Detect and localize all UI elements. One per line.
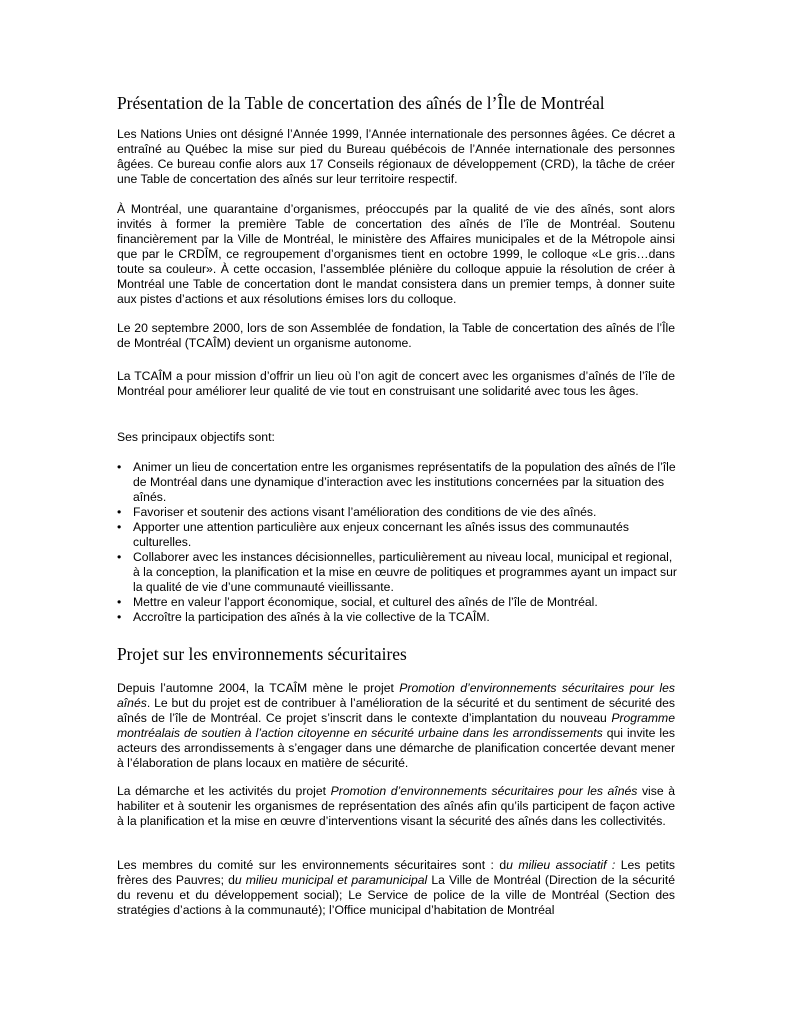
objective-text: Mettre en valeur l’apport économique, social, et culturel des aînés de l’île de Montréal.: [133, 595, 598, 609]
paragraph-assemblee-fondation: Le 20 septembre 2000, lors de son Assemblée de fondation, la Table de concertation des aînés de l’Île de Montréal (TCAÎM) devient un organisme autonome.: [117, 321, 675, 350]
bullet-icon: •: [117, 595, 122, 609]
text-run: Les petits frères des Pauvres; d: [117, 858, 675, 887]
bullet-icon: •: [117, 505, 122, 519]
paragraph-montreal-organismes: À Montréal, une quarantaine d’organismes, préoccupés par la qualité de vie des aînés, sont alors invités à former la première Table de concertation des aînés de l’île de Montréal. Soutenu financièrement par la Ville de Montréal, le ministère des Affaires municipales et de la Métropole ainsi que par le CRDÎM, ce regroupement d’organismes tient en octobre 1999, le colloque «Le gris…dans toute sa couleur». À cette occasion, l’assemblée plénière du colloque appuie la résolution de créer à Montréal une Table de concertation dont le mandat consistera dans un premier temps, à donner suite aux pistes d’actions et aux résolutions émises lors du colloque.: [117, 202, 675, 306]
project-name-italic: Promotion d’environnements sécuritaires pour les aînés: [330, 784, 638, 798]
bullet-icon: •: [117, 550, 122, 564]
text-run: qui invite les acteurs des arrondissements à s’engager dans une démarche de planification concertée devant mener à l’élaboration de plans locaux en matière de sécurité.: [117, 726, 675, 770]
list-item: [117, 505, 677, 520]
paragraph-nations-unies: Les Nations Unies ont désigné l’Année 1999, l’Année internationale des personnes âgées. Ce décret a entraîné au Québec la mise sur pied du Bureau québécois de l’Année internationale des personnes âgées. Ce bureau confie alors aux 17 Conseils régionaux de développement (CRD), la tâche de créer une Table de concertation des aînés sur leur territoire respectif.: [117, 127, 675, 186]
text-run: Les membres du comité sur les environnements sécuritaires sont : d: [117, 858, 507, 872]
list-item: [117, 595, 677, 610]
bullet-icon: •: [117, 610, 122, 624]
text-run: La Ville de Montréal (Direction de la sécurité du revenu et du développement social); Le Service de police de la ville de Montréal (Section des stratégies d’actions à la communauté); l’Office municipal d’habitation de Montréal: [117, 873, 675, 917]
text-run: La démarche et les activités du projet: [117, 784, 331, 798]
milieu-associatif-italic: u milieu associatif :: [506, 858, 616, 872]
section-title-presentation: Présentation de la Table de concertation des aînés de l’Île de Montréal: [117, 93, 605, 113]
objective-text: Favoriser et soutenir des actions visant l’amélioration des conditions de vie des aînés.: [133, 505, 597, 519]
text-run: vise à habiliter et à soutenir les organismes de représentation des aînés afin qu’ils participent de façon active à la planification et la mise en œuvre d’interventions visant la sécurité des aînés dans les collectivités.: [117, 784, 675, 828]
objectives-list: [117, 460, 677, 625]
list-item: [117, 520, 677, 550]
paragraph-projet-description: [117, 681, 675, 771]
project-name-italic: Promotion d’environnements sécuritaires pour les aînés: [117, 681, 675, 710]
objective-text: Apporter une attention particulière aux enjeux concernant les aînés issus des communautés culturelles.: [133, 520, 629, 549]
paragraph-demarche: [117, 784, 675, 829]
objective-text: Accroître la participation des aînés à la vie collective de la TCAÎM.: [133, 610, 490, 624]
bullet-icon: •: [117, 520, 122, 534]
paragraph-objectifs-intro: Ses principaux objectifs sont:: [117, 430, 275, 444]
list-item: [117, 610, 677, 625]
list-item: [117, 550, 677, 595]
bullet-icon: •: [117, 460, 122, 474]
list-item: [117, 460, 677, 505]
section-title-projet: Projet sur les environnements sécuritaires: [117, 644, 407, 664]
objective-text: Collaborer avec les instances décisionnelles, particulièrement au niveau local, municipal et regional, à la conception, la planification et la mise en œuvre de politiques et programmes ayant un impact sur la qualité de vie d’une communauté vieillissante.: [133, 550, 677, 594]
paragraph-mission: La TCAÎM a pour mission d’offrir un lieu où l’on agit de concert avec les organismes d’aînés de l’île de Montréal pour améliorer leur qualité de vie tout en construisant une solidarité avec tous les âges.: [117, 369, 675, 398]
objective-text: Animer un lieu de concertation entre les organismes représentatifs de la population des aînés de l’île de Montréal dans une dynamique d’interaction avec les institutions concernées par la situation des aînés.: [133, 460, 676, 504]
program-name-italic: Programme montréalais de soutien à l’action citoyenne en sécurité urbaine dans les arrondissements: [117, 711, 675, 740]
milieu-municipal-italic: u milieu municipal et paramunicipal: [234, 873, 428, 887]
text-run: . Le but du projet est de contribuer à l’amélioration de la sécurité et du sentiment de sécurité des aînés de l’île de Montréal. Ce projet s’inscrit dans le contexte d’implantation du nouveau: [117, 696, 675, 725]
text-run: Depuis l’automne 2004, la TCAÎM mène le projet: [117, 681, 400, 695]
paragraph-membres-comite: [117, 858, 675, 918]
